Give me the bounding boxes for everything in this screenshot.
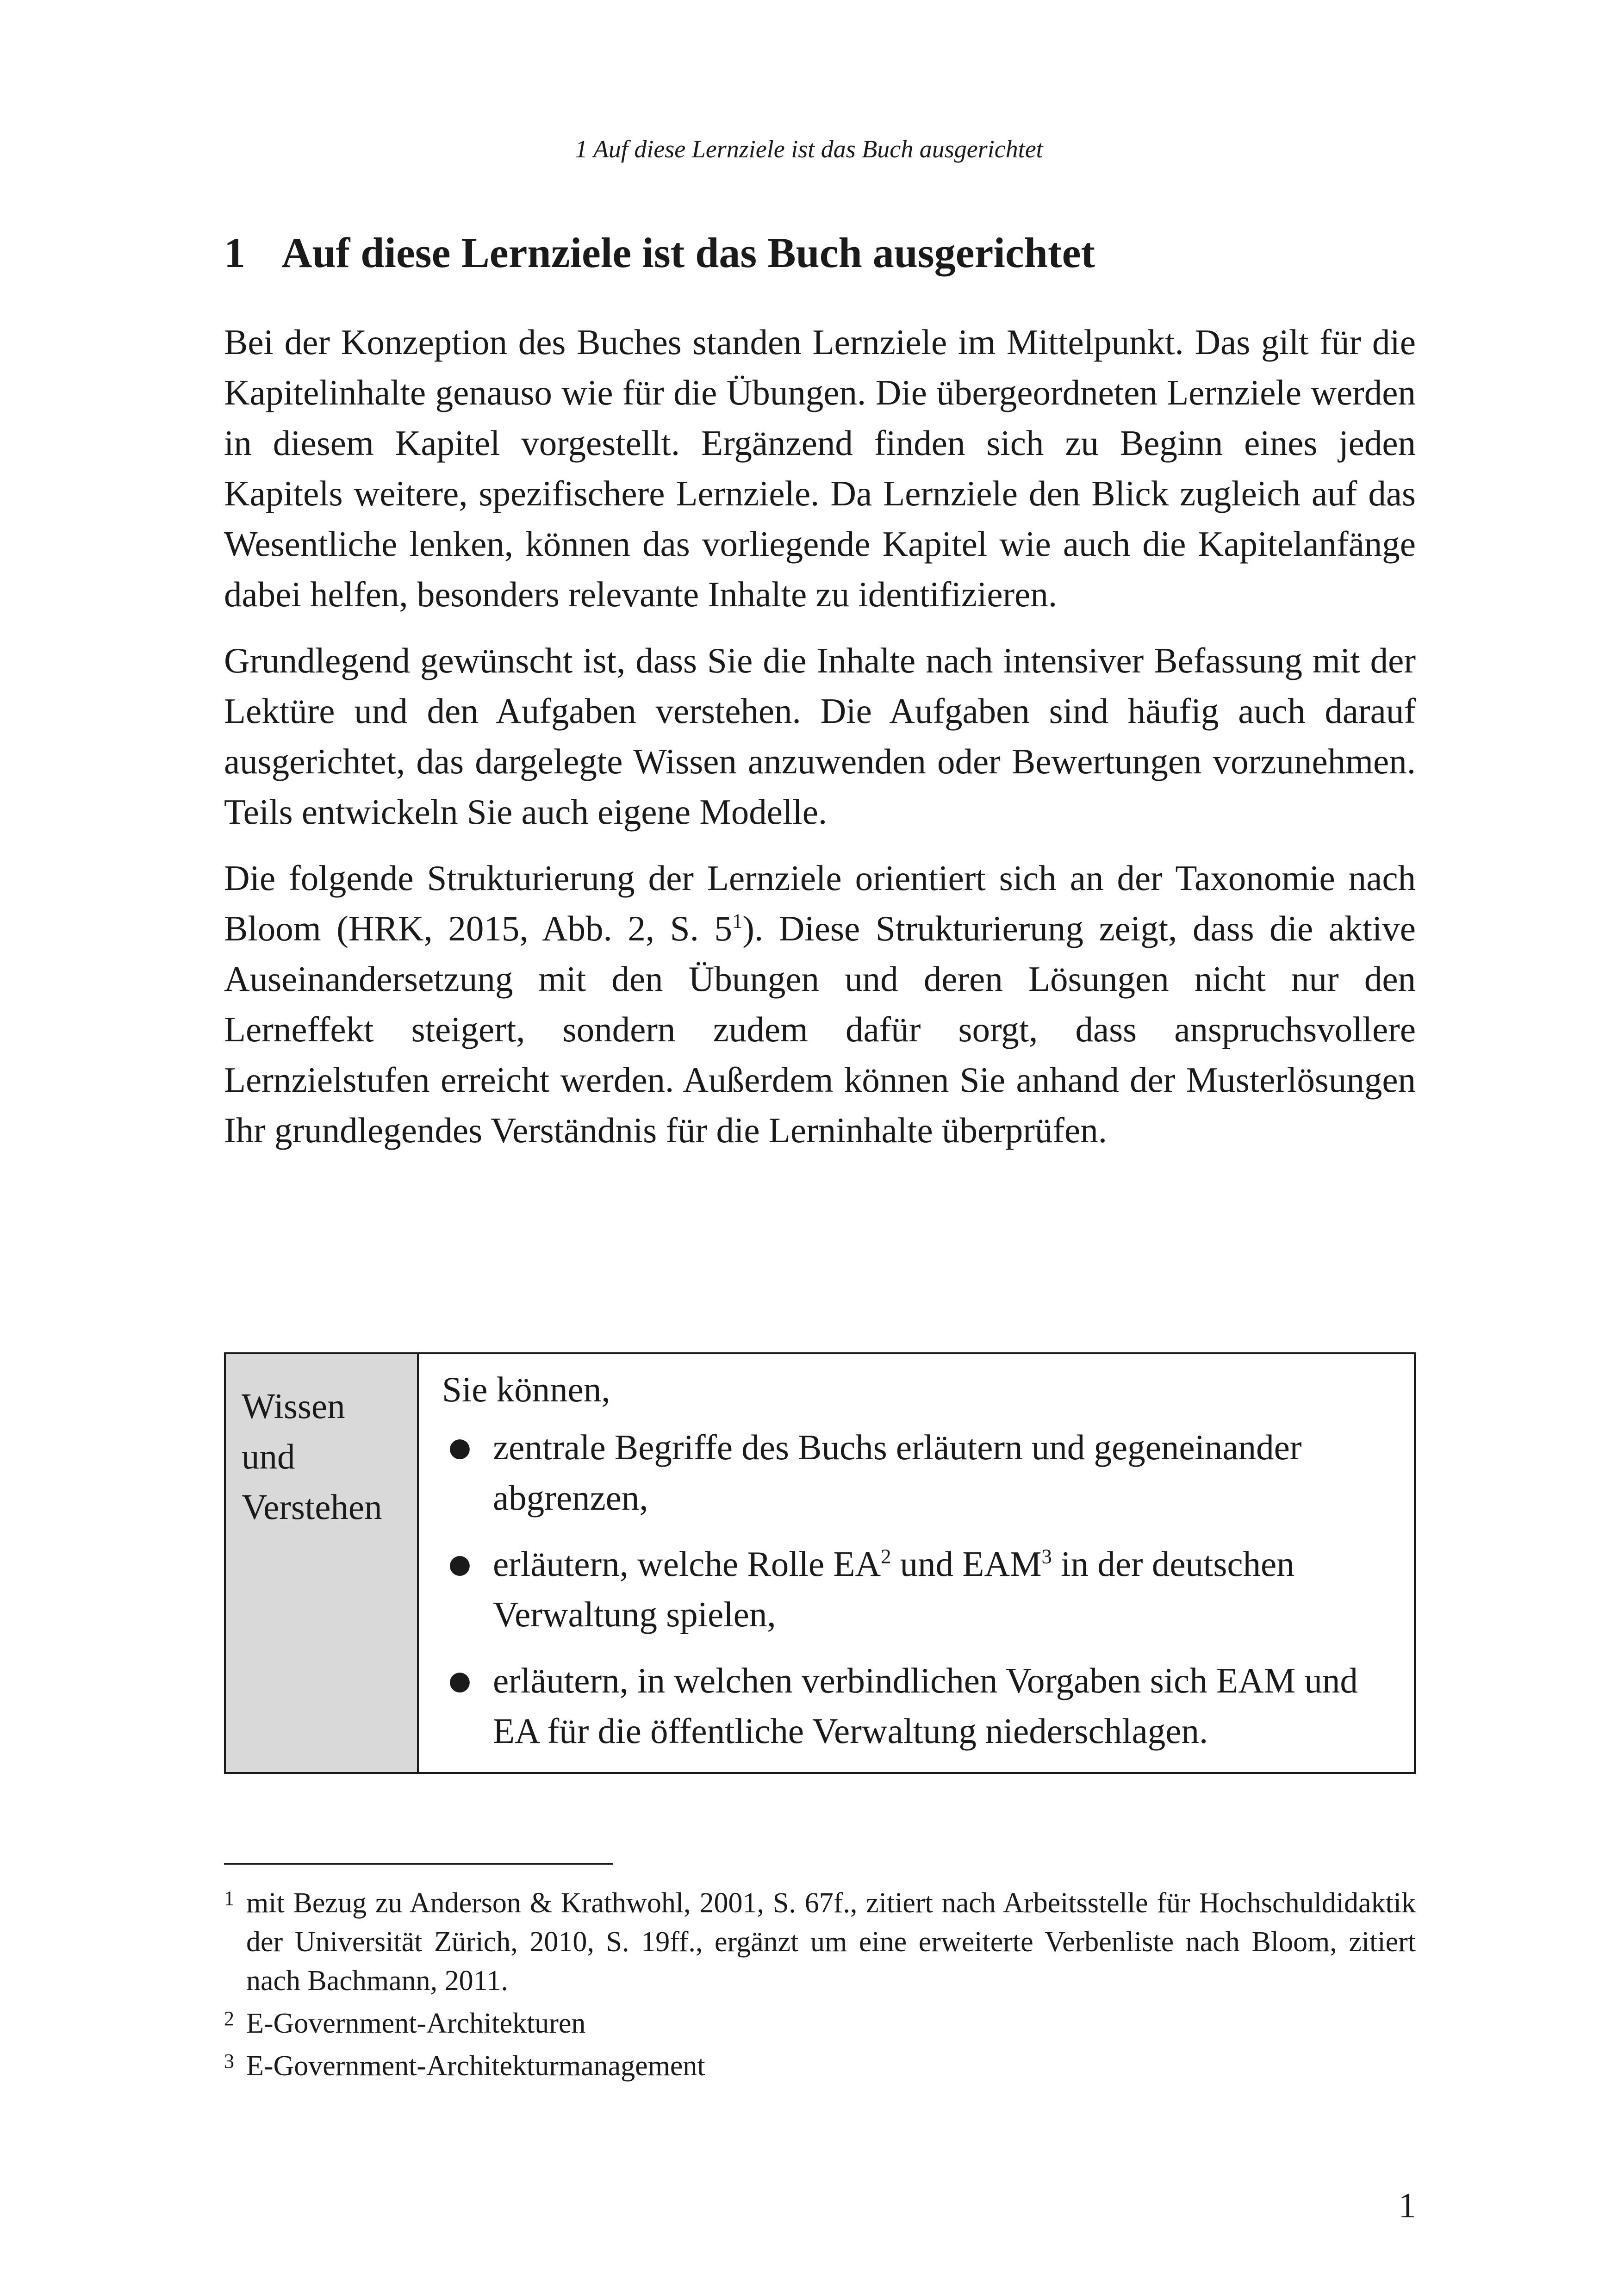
footnote-number: 3 [224,2050,234,2072]
footnote-separator [224,1863,613,1865]
objective-text: zentrale Begriffe des Buchs erläutern und gegeneinander abgrenzen, [493,1427,1302,1518]
category-line-3: Verstehen [242,1487,382,1527]
footnote-text: E-Government-Architekturen [246,2008,586,2039]
objectives-list [442,1422,1400,1756]
body-text [224,317,1416,1171]
paragraph-intro: Bei der Konzeption des Buches standen Lernziele im Mittelpunkt. Das gilt für die Kapitelinhalte genauso wie für die Übungen. Die übergeordneten Lernziele werden in diesem Kapitel vorgestellt. Ergänzend finden sich zu Beginn eines jeden Kapitels weitere, spezifischere Lernziele. Da Lernziele den Blick zugleich auf das Wesentliche lenken, können das vorliegende Kapitel wie auch die Kapitelanfänge dabei helfen, besonders relevante Inhalte zu identifizieren. [224,322,1416,614]
list-item [442,1539,1400,1640]
running-header: 1 Auf diese Lernziele ist das Buch ausgerichtet [575,135,1043,163]
footnote-2 [224,2004,1416,2043]
paragraph-taxonomy-text-before: Die folgende Strukturierung der Lernziele orientiert sich an der Taxonomie nach Bloom (HRK, 2015, Abb. 2, S. 5 [224,858,1416,948]
footnote-3 [224,2047,1416,2085]
footnote-text: mit Bezug zu Anderson & Krathwohl, 2001, S. 67f., zitiert nach Arbeitsstelle für Hochschuldidaktik der Universität Zürich, 2010, S. 19ff., ergänzt um eine erweiterte Verbenliste nach Bloom, zitiert nach Bachmann, 2011. [246,1887,1416,1997]
footnote-ref-3[interactable]: 3 [1041,1544,1052,1568]
objective-text-part-3: in der deutschen Verwaltung spielen, [493,1544,1294,1634]
objectives-cell [418,1353,1415,1773]
bullet-icon: ● [448,1666,471,1696]
category-cell [225,1353,418,1773]
chapter-title-text: Auf diese Lernziele ist das Buch ausgerichtet [281,229,1095,276]
objective-text-part-1: erläutern, welche Rolle EA [493,1544,881,1584]
list-item [442,1422,1400,1523]
table-row [225,1353,1415,1773]
page-number: 1 [1398,2185,1416,2225]
learning-objectives-table [224,1352,1416,1774]
footnote-text: E-Government-Architekturmanagement [246,2050,705,2082]
objective-text-part-2: und EAM [891,1544,1042,1584]
bullet-icon: ● [448,1549,471,1579]
paragraph-taxonomy [224,853,1416,1156]
category-line-2: und [242,1437,295,1476]
category-line-1: Wissen [242,1386,345,1426]
chapter-number: 1 [224,229,245,276]
footnotes [224,1884,1416,2089]
footnote-ref-1[interactable]: 1 [732,909,743,933]
footnote-number: 1 [224,1887,234,1910]
footnote-1 [224,1884,1416,2000]
list-item [442,1655,1400,1756]
objective-text: erläutern, in welchen verbindlichen Vorgaben sich EAM und EA für die öffentliche Verwaltung niederschlagen. [493,1661,1358,1751]
bullet-icon: ● [448,1432,471,1462]
paragraph-goals: Grundlegend gewünscht ist, dass Sie die Inhalte nach intensiver Befassung mit der Lektüre und den Aufgaben verstehen. Die Aufgaben sind häufig auch darauf ausgerichtet, das dargelegte Wissen anzuwenden oder Bewertungen vorzunehmen. Teils entwickeln Sie auch eigene Modelle. [224,641,1416,832]
paragraph-taxonomy-text-after: ). Diese Strukturierung zeigt, dass die aktive Auseinandersetzung mit den Übungen und deren Lösungen nicht nur den Lerneffekt steigert, sondern zudem dafür sorgt, dass anspruchsvollere Lernzielstufen erreicht werden. Außerdem können Sie anhand der Musterlösungen Ihr grundlegendes Verständnis für die Lerninhalte überprüfen. [224,908,1416,1150]
chapter-title [224,227,1427,279]
footnote-ref-2[interactable]: 2 [881,1544,891,1568]
footnote-number: 2 [224,2007,234,2030]
objectives-intro: Sie können, [442,1369,610,1409]
